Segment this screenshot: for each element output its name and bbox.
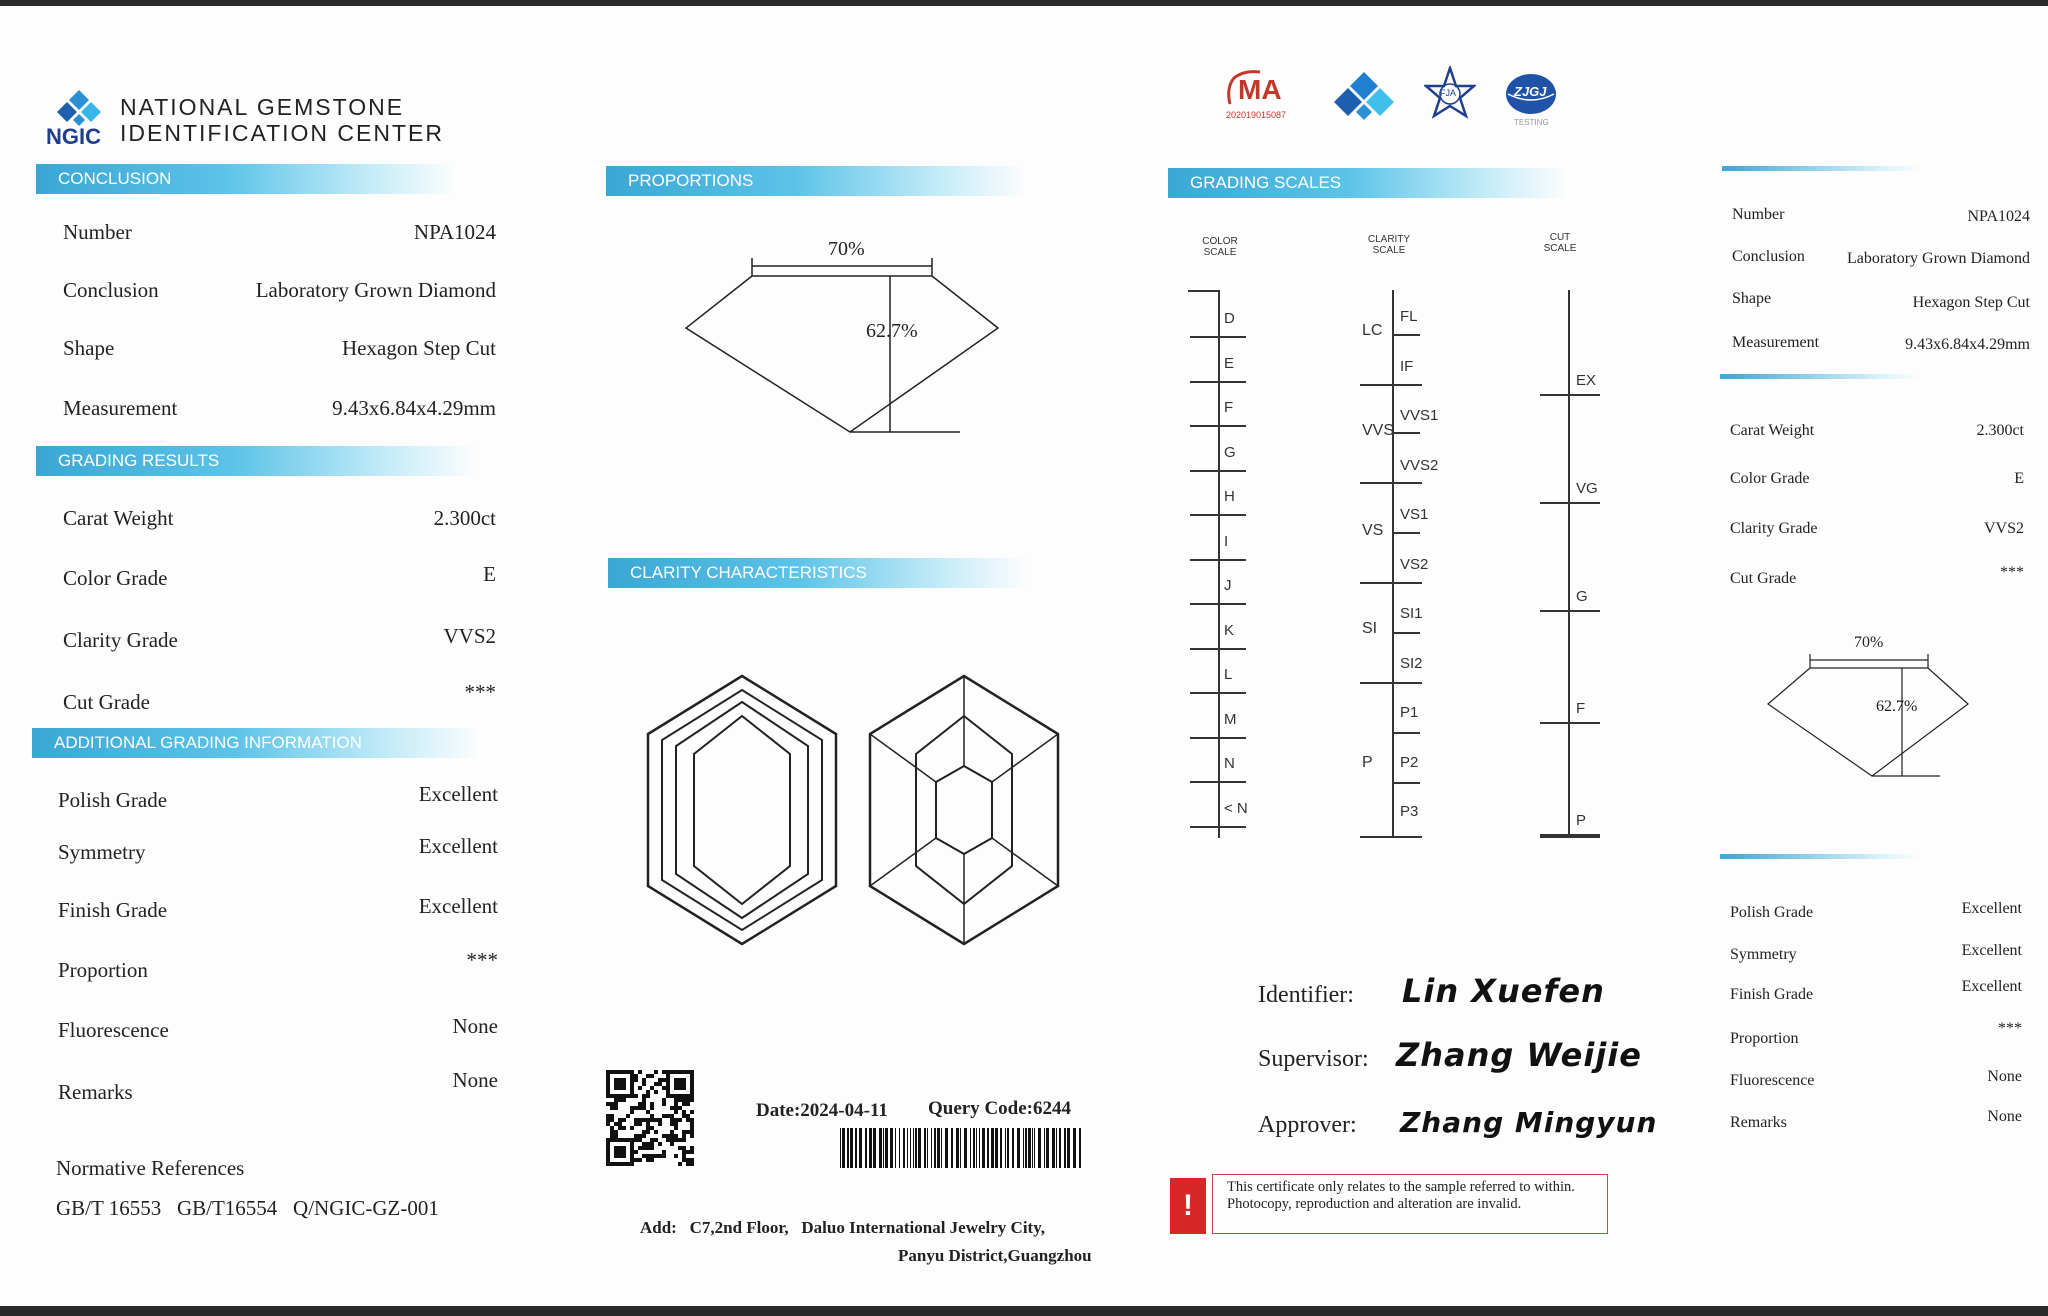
grading-row-label: Color Grade <box>63 566 168 590</box>
summary-row-value: Excellent <box>1961 900 2022 917</box>
address-line1: Add: C7,2nd Floor, Daluo International Jewelry City, <box>640 1218 1046 1237</box>
color-scale-tick: I <box>1224 532 1229 550</box>
summary-row-label: Carat Weight <box>1730 422 1815 439</box>
clarity-scale-tick: VS2 <box>1400 555 1429 573</box>
warning-icon: ! <box>1170 1178 1206 1234</box>
summary-row-value: *** <box>2000 564 2024 581</box>
clarity-scale-tick: VVS1 <box>1400 407 1439 424</box>
clarity-group-label: VS <box>1362 522 1384 539</box>
summary-row-label: Conclusion <box>1732 248 1805 265</box>
color-scale-tick: M <box>1224 710 1237 728</box>
summary-divider-top <box>1722 166 1922 171</box>
cut-scale-tick: P <box>1576 812 1587 829</box>
clarity-scale-tick: P1 <box>1400 704 1419 721</box>
clarity-scale-divider <box>1360 682 1422 684</box>
color-scale-divider <box>1190 381 1246 383</box>
color-scale-divider <box>1190 737 1246 739</box>
cut-scale-tick: EX <box>1576 372 1597 389</box>
additional-row-label: Proportion <box>58 958 148 982</box>
approver-signature: Zhang Mingyun <box>1400 1106 1658 1139</box>
color-scale-divider <box>1190 470 1246 472</box>
additional-row-label: Fluorescence <box>58 1018 169 1042</box>
clarity-scale-divider <box>1394 732 1420 734</box>
org-name-line1: NATIONAL GEMSTONE <box>120 94 405 120</box>
additional-row-value: *** <box>466 948 498 972</box>
color-scale-tick: H <box>1224 488 1235 505</box>
clarity-characteristics-header: CLARITY CHARACTERISTICS <box>608 558 1028 588</box>
cut-scale-divider <box>1540 394 1600 396</box>
conclusion-row-label: Measurement <box>63 396 178 420</box>
summary-row-value: Laboratory Grown Diamond <box>1846 250 2030 267</box>
clarity-group-label: VVS <box>1362 422 1395 439</box>
color-scale-heading: COLOR SCALE <box>1202 236 1238 258</box>
color-scale-divider <box>1190 603 1246 605</box>
conclusion-header: CONCLUSION <box>36 164 456 194</box>
conclusion-row-label: Conclusion <box>63 278 159 302</box>
clarity-scale-axis <box>1392 290 1394 838</box>
summary-row-value: 9.43x6.84x4.29mm <box>1905 336 2030 353</box>
clarity-scale-tick: P2 <box>1400 753 1419 771</box>
summary-row-value: NPA1024 <box>1967 208 2030 225</box>
color-scale-tick: D <box>1224 310 1235 327</box>
summary-row-value: None <box>1987 1068 2022 1085</box>
summary-row-value: Hexagon Step Cut <box>1912 294 2030 311</box>
cut-scale-axis <box>1568 290 1570 838</box>
certificate-sheet <box>0 6 2048 1306</box>
grading-results-header: GRADING RESULTS <box>36 446 476 476</box>
clarity-scale-heading: CLARITY SCALE <box>1367 234 1411 256</box>
address-line2: Panyu District,Guangzhou <box>898 1246 1092 1265</box>
proportions-header: PROPORTIONS <box>606 166 1026 196</box>
clarity-group-label: P <box>1362 754 1373 771</box>
org-abbreviation: NGIC <box>46 124 101 149</box>
color-scale-tick: N <box>1224 755 1235 772</box>
color-scale-axis <box>1218 290 1220 838</box>
summary-table-percentage: 70% <box>1854 634 1884 651</box>
color-scale-tick: G <box>1224 443 1236 461</box>
summary-row-label: Shape <box>1732 290 1772 307</box>
summary-row-value: Excellent <box>1961 978 2022 995</box>
clarity-group-label: SI <box>1362 620 1378 637</box>
normative-references-title: Normative References <box>56 1156 245 1180</box>
color-scale-divider <box>1190 648 1246 650</box>
supervisor-signature: Zhang Weijie <box>1396 1036 1642 1074</box>
table-percentage: 70% <box>828 238 865 260</box>
clarity-scale-tick: VS1 <box>1400 506 1429 523</box>
zjgj-label: ZJGJ <box>1514 84 1547 99</box>
clarity-scale-tick: P3 <box>1400 803 1419 820</box>
grading-row-value: E <box>483 562 496 586</box>
summary-row-value: 2.300ct <box>1976 422 2024 439</box>
clarity-scale-divider <box>1394 334 1420 336</box>
cma-number: 202019015087 <box>1226 110 1287 120</box>
summary-row-label: Measurement <box>1732 334 1820 351</box>
crown-view-diagram <box>642 670 842 950</box>
summary-row-label: Proportion <box>1730 1030 1799 1047</box>
identifier-signature: Lin Xuefen <box>1402 972 1605 1010</box>
clarity-scale-divider <box>1394 532 1420 534</box>
clarity-group-label: LC <box>1362 322 1383 339</box>
validity-notice-text: This certificate only relates to the sample referred to within. Photocopy, reproduction and alteration are invalid. <box>1212 1174 1608 1234</box>
cut-scale-divider <box>1540 722 1600 724</box>
ngic-logo-icon <box>54 88 104 128</box>
identifier-label: Identifier: <box>1258 982 1354 1008</box>
color-scale-divider <box>1190 559 1246 561</box>
additional-row-value: None <box>452 1014 498 1038</box>
summary-row-label: Symmetry <box>1730 946 1797 963</box>
grading-row-value: VVS2 <box>443 624 496 648</box>
additional-row-value: Excellent <box>418 782 498 806</box>
clarity-scale-divider <box>1360 836 1422 838</box>
additional-row-label: Remarks <box>58 1080 133 1104</box>
color-scale-divider <box>1190 692 1246 694</box>
additional-grading-header: ADDITIONAL GRADING INFORMATION <box>32 728 482 758</box>
clarity-scale-tick: FL <box>1400 308 1418 325</box>
supervisor-label: Supervisor: <box>1258 1046 1369 1072</box>
normative-references-list: GB/T 16553 GB/T16554 Q/NGIC-GZ-001 <box>56 1196 439 1220</box>
conclusion-row-value: Hexagon Step Cut <box>342 336 496 360</box>
summary-row-value: E <box>2014 470 2024 487</box>
zjgj-subtitle: TESTING <box>1514 118 1549 127</box>
summary-row-value: VVS2 <box>1983 520 2024 537</box>
clarity-scale-tick: SI2 <box>1400 654 1423 672</box>
summary-divider-mid <box>1720 374 1920 379</box>
grading-row-value: *** <box>464 680 496 704</box>
clarity-scale-tick: SI1 <box>1400 605 1423 622</box>
cut-scale-tick: F <box>1576 700 1586 717</box>
approver-label: Approver: <box>1258 1112 1357 1138</box>
cut-scale-tick: VG <box>1576 480 1598 497</box>
summary-row-label: Clarity Grade <box>1730 520 1818 537</box>
clarity-scale-tick: IF <box>1400 357 1414 375</box>
validity-notice <box>1170 1174 1612 1240</box>
color-scale-tick: K <box>1224 621 1235 639</box>
conclusion-row-value: NPA1024 <box>413 220 496 244</box>
clarity-scale-divider <box>1360 482 1422 484</box>
summary-row-label: Cut Grade <box>1730 570 1797 587</box>
summary-divider-bottom <box>1720 854 1920 859</box>
summary-row-label: Polish Grade <box>1730 904 1814 921</box>
color-scale-divider <box>1188 290 1218 292</box>
grading-scales-header: GRADING SCALES <box>1168 168 1568 198</box>
pavilion-view-diagram <box>864 670 1064 950</box>
grading-row-label: Cut Grade <box>63 690 150 714</box>
grading-row-label: Clarity Grade <box>63 628 178 652</box>
color-scale-tick: < N <box>1224 799 1248 817</box>
barcode <box>840 1128 1082 1170</box>
fja-logo <box>1424 66 1476 120</box>
cut-scale-tick: G <box>1576 588 1588 605</box>
summary-row-label: Color Grade <box>1730 470 1810 487</box>
grading-row-label: Carat Weight <box>63 506 174 530</box>
color-scale-divider <box>1190 781 1246 783</box>
color-scale-tick: J <box>1224 577 1232 594</box>
clarity-scale-divider <box>1394 632 1420 634</box>
ngic-emblem-icon <box>1334 68 1394 124</box>
cma-label: MA <box>1238 74 1282 105</box>
cut-scale-divider <box>1540 502 1600 504</box>
additional-row-value: None <box>452 1068 498 1092</box>
cut-scale-heading: CUT SCALE <box>1543 232 1577 254</box>
cma-logo <box>1224 68 1296 124</box>
fja-label: FJA <box>1440 88 1457 98</box>
summary-proportions-diagram <box>1764 646 1974 786</box>
depth-percentage: 62.7% <box>866 320 918 342</box>
color-scale-tick: E <box>1224 354 1235 372</box>
clarity-scale-divider <box>1394 782 1420 784</box>
issue-date: Date:2024-04-11 <box>756 1100 888 1121</box>
additional-row-value: Excellent <box>418 894 498 918</box>
clarity-scale-divider <box>1394 432 1420 434</box>
additional-row-label: Finish Grade <box>58 898 168 922</box>
color-scale-divider <box>1190 826 1246 828</box>
conclusion-row-label: Shape <box>63 336 115 360</box>
zjgj-logo <box>1504 72 1564 130</box>
query-code: Query Code:6244 <box>928 1098 1072 1119</box>
conclusion-row-value: 9.43x6.84x4.29mm <box>332 396 496 420</box>
qr-code[interactable] <box>606 1070 696 1166</box>
cut-scale-divider <box>1540 836 1600 838</box>
color-scale-divider <box>1190 514 1246 516</box>
conclusion-row-value: Laboratory Grown Diamond <box>255 278 496 302</box>
summary-row-label: Remarks <box>1730 1114 1787 1131</box>
additional-row-label: Symmetry <box>58 840 146 864</box>
color-scale-tick: F <box>1224 399 1234 416</box>
clarity-scale-divider <box>1360 582 1422 584</box>
summary-depth-percentage: 62.7% <box>1876 698 1918 715</box>
summary-row-label: Finish Grade <box>1730 986 1814 1003</box>
clarity-scale-divider <box>1360 384 1422 386</box>
org-name-line2: IDENTIFICATION CENTER <box>120 120 444 146</box>
summary-row-value: None <box>1987 1108 2022 1125</box>
summary-row-label: Fluorescence <box>1730 1072 1815 1089</box>
color-scale-tick: L <box>1224 666 1233 683</box>
summary-row-label: Number <box>1732 206 1785 223</box>
clarity-scale-tick: VVS2 <box>1400 456 1439 474</box>
additional-row-value: Excellent <box>418 834 498 858</box>
color-scale-divider <box>1190 425 1246 427</box>
summary-row-value: *** <box>1998 1020 2022 1037</box>
conclusion-row-label: Number <box>63 220 132 244</box>
proportions-diagram <box>680 246 1020 436</box>
color-scale-divider <box>1190 336 1246 338</box>
grading-row-value: 2.300ct <box>433 506 496 530</box>
additional-row-label: Polish Grade <box>58 788 168 812</box>
summary-row-value: Excellent <box>1961 942 2022 959</box>
cut-scale-divider <box>1540 610 1600 612</box>
